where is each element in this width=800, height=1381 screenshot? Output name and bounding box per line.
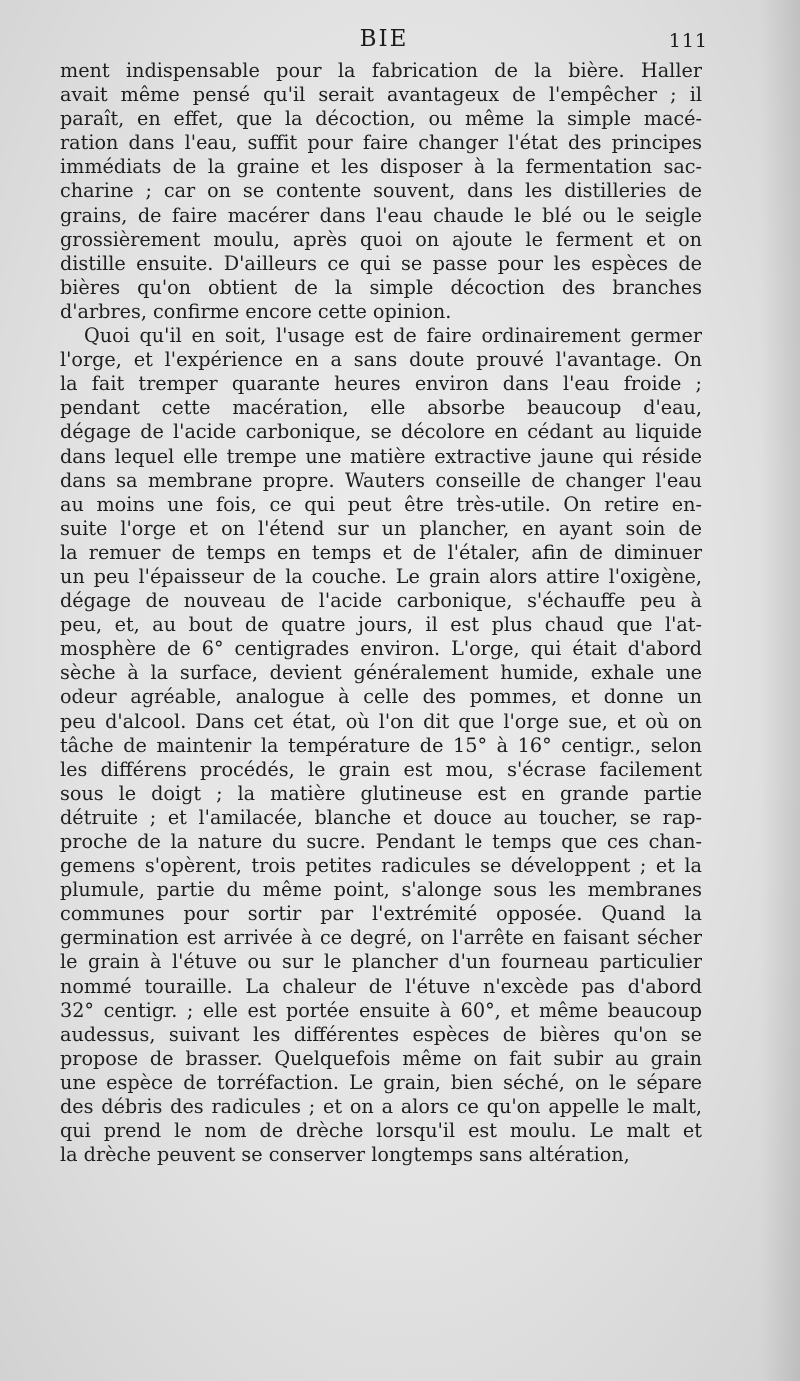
text-line: une espèce de torréfaction. Le grain, bien séché, on le sépare	[60, 1070, 702, 1094]
text-line: des débris des radicules ; et on a alors ce qu'on appelle le malt,	[60, 1095, 702, 1119]
text-line: au moins une fois, ce qui peut être très-utile. On retire en-	[60, 492, 702, 516]
text-line: germination est arrivée à ce degré, on l'arrête en faisant sécher	[60, 926, 702, 950]
text-line: ration dans l'eau, suffit pour faire changer l'état des principes	[60, 131, 702, 155]
text-line: mosphère de 6° centigrades environ. L'orge, qui était d'abord	[60, 637, 702, 661]
text-line: Quoi qu'il en soit, l'usage est de faire ordinairement germer	[84, 324, 702, 348]
text-line: immédiats de la graine et les disposer à la fermentation sac-	[60, 155, 702, 179]
text-line: plumule, partie du même point, s'alonge sous les membranes	[60, 878, 702, 902]
text-line: avait même pensé qu'il serait avantageux de l'empêcher ; il	[60, 83, 702, 107]
text-line: qui prend le nom de drèche lorsqu'il est moulu. Le malt et	[60, 1119, 702, 1143]
text-line: les différens procédés, le grain est mou, s'écrase facilement	[60, 757, 702, 781]
paragraph	[60, 324, 702, 1167]
text-line: bières qu'on obtient de la simple décoction des branches	[60, 275, 702, 299]
paragraph	[60, 59, 702, 324]
text-line: gemens s'opèrent, trois petites radicules se développent ; et la	[60, 854, 702, 878]
text-line: dans sa membrane propre. Wauters conseille de changer l'eau	[60, 468, 702, 492]
text-line: la drèche peuvent se conserver longtemps sans altération,	[60, 1143, 630, 1167]
text-line: sèche à la surface, devient généralement humide, exhale une	[60, 661, 702, 685]
text-line: sous le doigt ; la matière glutineuse est en grande partie	[60, 781, 702, 805]
page-header	[60, 22, 708, 58]
text-line: grains, de faire macérer dans l'eau chaude le blé ou le seigle	[60, 203, 702, 227]
text-line: communes pour sortir par l'extrémité opposée. Quand la	[60, 902, 702, 926]
text-line: tâche de maintenir la température de 15° à 16° centigr., selon	[60, 733, 702, 757]
text-line: paraît, en effet, que la décoction, ou même la simple macé-	[60, 107, 702, 131]
text-line: peu, et, au bout de quatre jours, il est plus chaud que l'at-	[60, 613, 702, 637]
text-line: d'arbres, confirme encore cette opinion.	[60, 299, 452, 323]
text-line: dans lequel elle trempe une matière extractive jaune qui réside	[60, 444, 702, 468]
text-line: ment indispensable pour la fabrication de la bière. Haller	[60, 59, 702, 82]
text-line: charine ; car on se contente souvent, dans les distilleries de	[60, 179, 702, 203]
text-line: détruite ; et l'amilacée, blanche et douce au toucher, se rap-	[60, 805, 702, 829]
text-line: la fait tremper quarante heures environ dans l'eau froide ;	[60, 372, 702, 396]
text-line: audessus, suivant les différentes espèces de bières qu'on se	[60, 1022, 702, 1046]
running-head: BIE	[359, 26, 409, 52]
text-line: peu d'alcool. Dans cet état, où l'on dit que l'orge sue, et où on	[60, 709, 702, 733]
text-line: distille ensuite. D'ailleurs ce qui se passe pour les espèces de	[60, 251, 702, 275]
page-edge-shadow	[760, 0, 800, 1381]
text-line: 32° centigr. ; elle est portée ensuite à 60°, et même beaucoup	[60, 998, 702, 1022]
text-line: dégage de nouveau de l'acide carbonique, s'échauffe peu à	[60, 589, 702, 613]
text-line: nommé touraille. La chaleur de l'étuve n'excède pas d'abord	[60, 974, 702, 998]
page-number: 111	[668, 30, 708, 52]
text-line: un peu l'épaisseur de la couche. Le grain alors attire l'oxigène,	[60, 564, 702, 588]
body-text	[60, 59, 702, 1167]
text-line: grossièrement moulu, après quoi on ajoute le ferment et on	[60, 227, 702, 251]
text-line: proche de la nature du sucre. Pendant le temps que ces chan-	[60, 830, 702, 853]
text-line: la remuer de temps en temps et de l'étaler, afin de diminuer	[60, 540, 702, 564]
text-line: l'orge, et l'expérience en a sans doute prouvé l'avantage. On	[60, 348, 702, 372]
text-line: le grain à l'étuve ou sur le plancher d'un fourneau particulier	[60, 950, 702, 974]
text-line: pendant cette macération, elle absorbe beaucoup d'eau,	[60, 396, 702, 420]
text-line: propose de brasser. Quelquefois même on fait subir au grain	[60, 1046, 702, 1070]
text-line: dégage de l'acide carbonique, se décolore en cédant au liquide	[60, 420, 702, 444]
text-line: suite l'orge et on l'étend sur un plancher, en ayant soin de	[60, 516, 702, 540]
text-line: odeur agréable, analogue à celle des pommes, et donne un	[60, 685, 702, 709]
